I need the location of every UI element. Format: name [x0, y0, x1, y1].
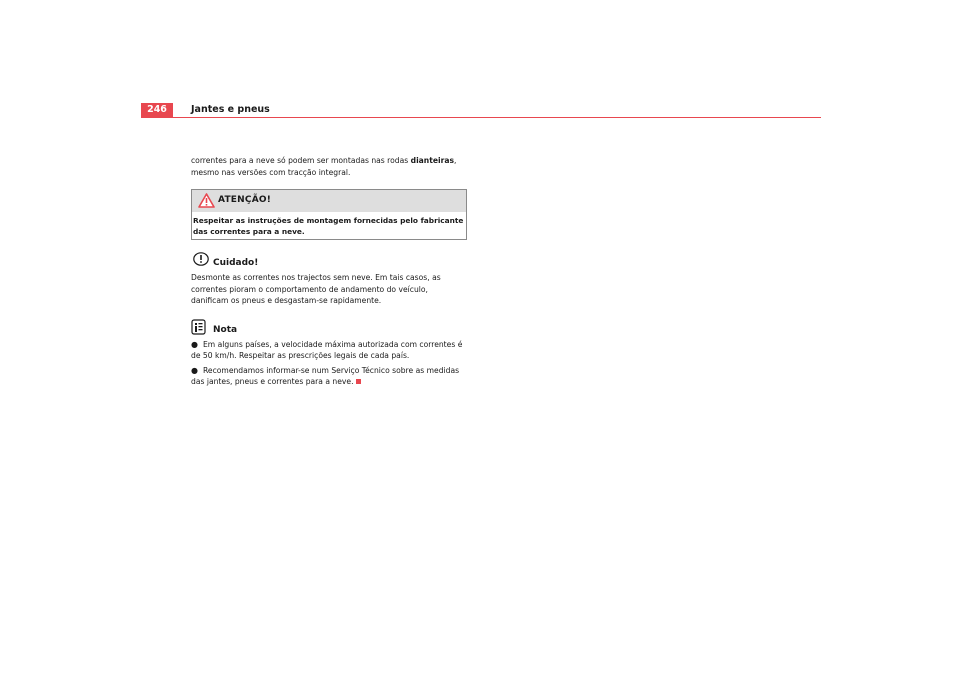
warning-box [191, 189, 467, 240]
warning-header [192, 190, 466, 212]
note-item-2-text: Recomendamos informar-se num Serviço Técnico sobre as medidas das jantes, pneus e correntes para a neve. [191, 365, 460, 386]
section-end-icon [356, 379, 361, 384]
section-title: Jantes e pneus [191, 104, 270, 115]
warning-title: ATENÇÃO! [218, 195, 272, 205]
note-item-1-text: Em alguns países, a velocidade máxima autorizada com correntes é de 50 km/h. Respeitar as prescrições legais de cada país. [191, 339, 463, 360]
page-header [141, 103, 821, 117]
main-content [191, 155, 467, 388]
intro-text-after: , mesmo nas versões com tracção integral. [191, 156, 457, 177]
warning-body: Respeitar as instruções de montagem fornecidas pelo fabricante das correntes para a neve. [193, 216, 464, 236]
caution-header [191, 252, 467, 272]
caution-body: Desmonte as correntes nos trajectos sem neve. Em tais casos, as correntes pioram o comportamento de andamento do veículo, danificam os pneus e desgastam-se rapidamente. [191, 273, 441, 305]
page-number: 246 [141, 103, 173, 117]
caution-title: Cuidado! [213, 258, 259, 268]
info-note-icon [191, 319, 206, 335]
note-item-1 [191, 339, 467, 362]
intro-text-before: correntes para a neve só podem ser montadas nas rodas [191, 156, 411, 165]
note-header [191, 319, 467, 339]
intro-paragraph [191, 155, 467, 178]
bullet-dot-icon: ● [191, 339, 198, 349]
note-item-2 [191, 365, 467, 388]
warning-triangle-icon [198, 193, 215, 208]
header-divider [141, 117, 821, 118]
intro-emphasis: dianteiras [410, 156, 454, 165]
bullet-dot-icon: ● [191, 365, 198, 375]
note-title: Nota [213, 324, 238, 335]
exclamation-icon [193, 252, 209, 266]
